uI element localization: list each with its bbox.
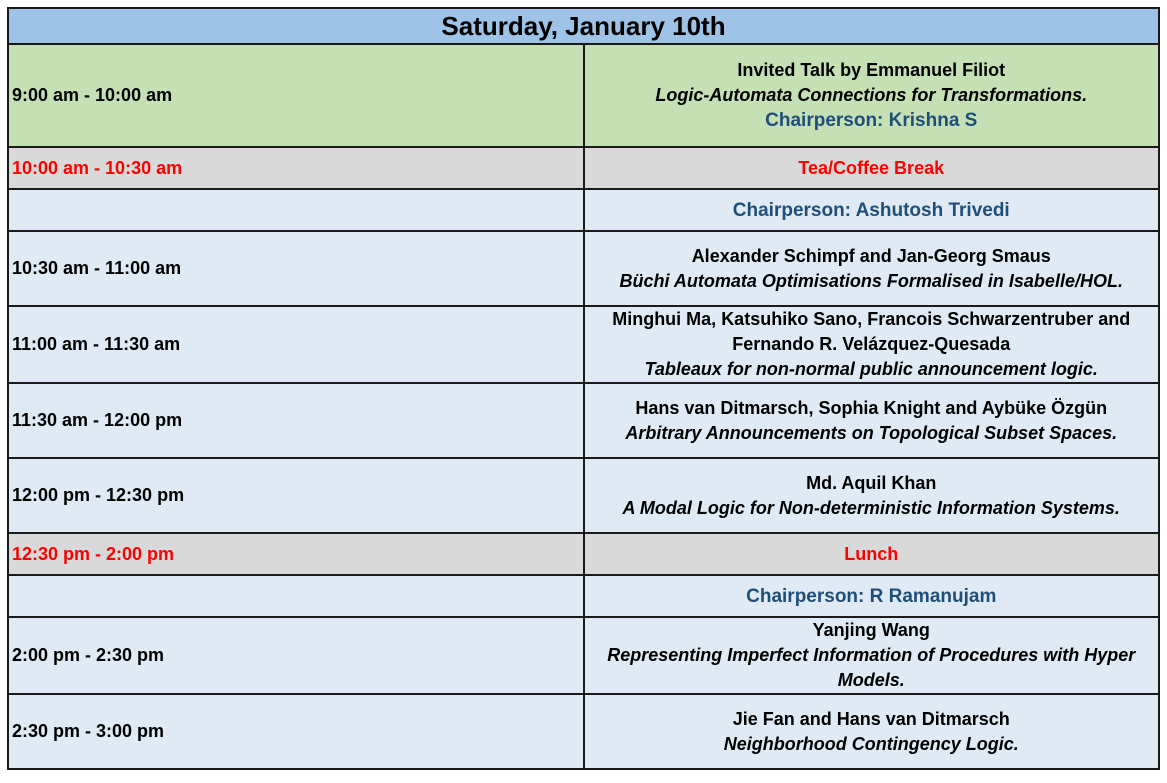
authors: Yanjing Wang bbox=[812, 620, 930, 640]
time-cell: 10:00 am - 10:30 am bbox=[8, 147, 584, 189]
lunch-label: Lunch bbox=[584, 533, 1160, 575]
chairperson: Chairperson: R Ramanujam bbox=[584, 575, 1160, 617]
break-row bbox=[8, 147, 1159, 189]
talk-row bbox=[8, 383, 1159, 458]
lunch-row bbox=[8, 533, 1159, 575]
authors: Jie Fan and Hans van Ditmarsch bbox=[732, 708, 1010, 729]
chair-row bbox=[8, 575, 1159, 617]
talk-cell bbox=[584, 383, 1160, 458]
talk-row bbox=[8, 458, 1159, 533]
title-row bbox=[8, 8, 1159, 44]
talk-cell bbox=[584, 306, 1160, 383]
talk-cell bbox=[584, 458, 1160, 533]
paper-title: A Modal Logic for Non-deterministic Information Systems. bbox=[622, 497, 1120, 518]
time-cell: 11:00 am - 11:30 am bbox=[8, 306, 584, 383]
paper-title: Arbitrary Announcements on Topological Subset Spaces. bbox=[625, 422, 1118, 443]
time-cell: 2:00 pm - 2:30 pm bbox=[8, 617, 584, 694]
session-cell bbox=[584, 44, 1160, 147]
talk-row bbox=[8, 617, 1159, 694]
chairperson: Chairperson: Krishna S bbox=[765, 110, 978, 131]
paper-title: Neighborhood Contingency Logic. bbox=[723, 733, 1019, 754]
day-title: Saturday, January 10th bbox=[8, 8, 1159, 44]
chairperson: Chairperson: Ashutosh Trivedi bbox=[584, 189, 1160, 231]
paper-title: Logic-Automata Connections for Transformations. bbox=[655, 85, 1088, 105]
talk-cell bbox=[584, 231, 1160, 306]
invited-speaker: Invited Talk by Emmanuel Filiot bbox=[737, 60, 1006, 80]
schedule-table bbox=[7, 7, 1160, 770]
talk-row bbox=[8, 694, 1159, 769]
time-cell bbox=[8, 575, 584, 617]
time-cell: 12:30 pm - 2:00 pm bbox=[8, 533, 584, 575]
authors: Minghui Ma, Katsuhiko Sano, Francois Schwarzentruber and Fernando R. Velázquez-Quesada bbox=[612, 309, 1131, 354]
time-cell: 12:00 pm - 12:30 pm bbox=[8, 458, 584, 533]
invited-talk-row bbox=[8, 44, 1159, 147]
time-cell: 9:00 am - 10:00 am bbox=[8, 44, 584, 147]
authors: Alexander Schimpf and Jan-Georg Smaus bbox=[691, 245, 1051, 266]
talk-row bbox=[8, 231, 1159, 306]
time-cell: 2:30 pm - 3:00 pm bbox=[8, 694, 584, 769]
time-cell bbox=[8, 189, 584, 231]
time-cell: 10:30 am - 11:00 am bbox=[8, 231, 584, 306]
talk-cell bbox=[584, 617, 1160, 694]
authors: Md. Aquil Khan bbox=[806, 472, 937, 493]
time-cell: 11:30 am - 12:00 pm bbox=[8, 383, 584, 458]
authors: Hans van Ditmarsch, Sophia Knight and Aybüke Özgün bbox=[635, 397, 1108, 418]
break-label: Tea/Coffee Break bbox=[584, 147, 1160, 189]
paper-title: Büchi Automata Optimisations Formalised in Isabelle/HOL. bbox=[619, 270, 1123, 291]
talk-cell bbox=[584, 694, 1160, 769]
talk-row bbox=[8, 306, 1159, 383]
paper-title: Representing Imperfect Information of Procedures with Hyper Models. bbox=[607, 645, 1136, 690]
chair-row bbox=[8, 189, 1159, 231]
paper-title: Tableaux for non-normal public announcement logic. bbox=[644, 359, 1098, 379]
